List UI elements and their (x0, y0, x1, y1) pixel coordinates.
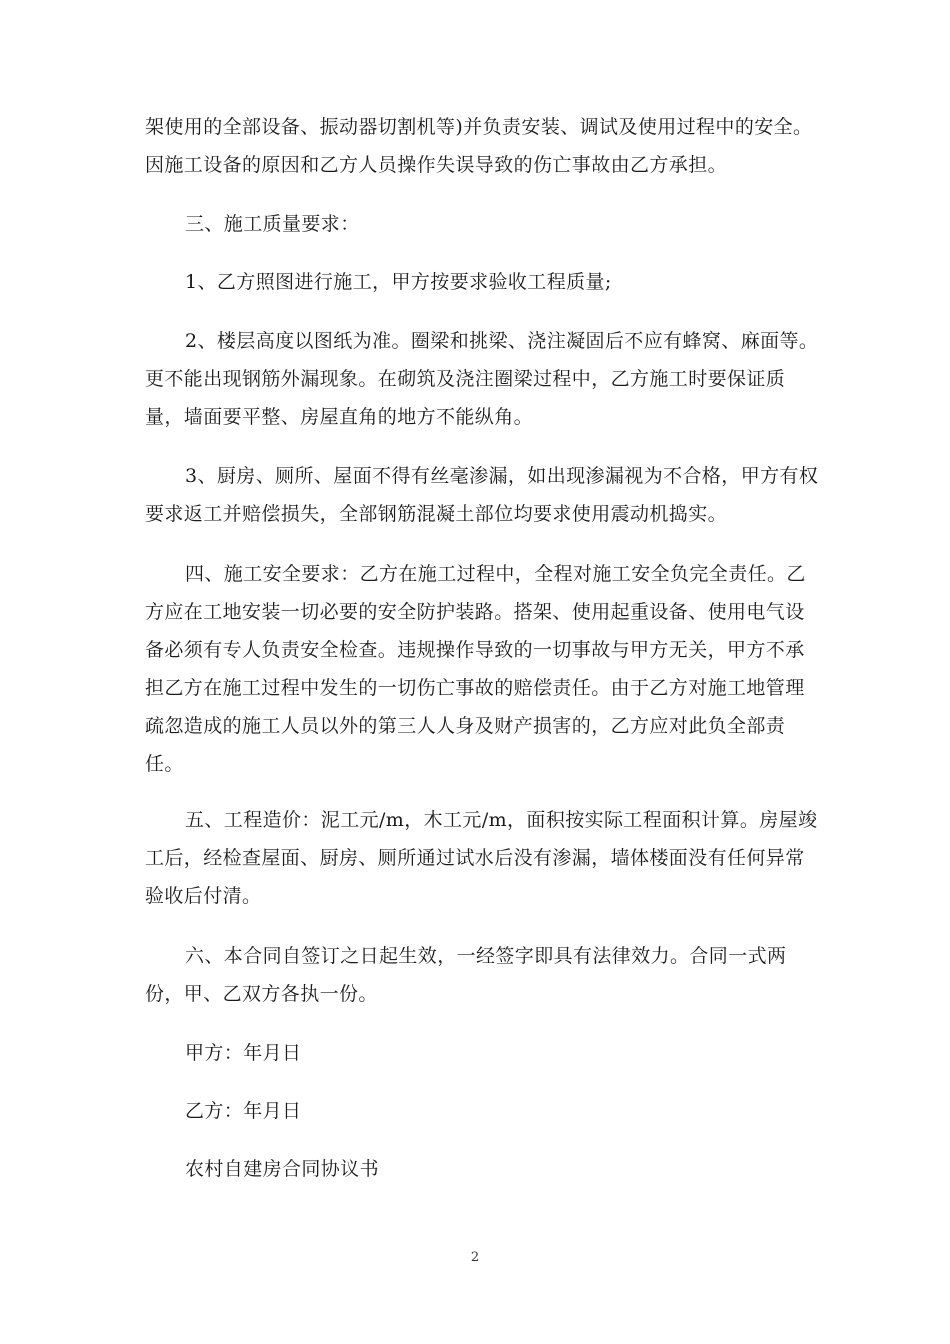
next-document-title (145, 1150, 815, 1188)
paragraph-line: 六、本合同自签订之日起生效，一经签字即具有法律效力。合同一式两 (185, 945, 787, 967)
paragraph-safety (145, 555, 815, 783)
paragraph-line: 农村自建房合同协议书 (185, 1158, 380, 1180)
paragraph-quality-2 (145, 322, 819, 436)
paragraph-line: 甲方：年月日 (185, 1042, 302, 1064)
paragraph-line: 份，甲、乙双方各执一份。 (145, 983, 378, 1005)
paragraph-line: 更不能出现钢筋外漏现象。在砌筑及浇注圈梁过程中，乙方施工时要保证质 (145, 368, 786, 390)
paragraph-cost (145, 801, 818, 915)
paragraph-line: 五、工程造价：泥工元/m，木工元/m，面积按实际工程面积计算。房屋竣 (185, 809, 818, 831)
paragraph-line: 备必须有专人负责安全检查。违规操作导致的一切事故与甲方无关，甲方不承 (145, 639, 805, 661)
paragraph-line: 3、厨房、厕所、屋面不得有丝毫渗漏，如出现渗漏视为不合格，甲方有权 (185, 465, 819, 487)
paragraph-line: 量，墙面要平整、房屋直角的地方不能纵角。 (145, 406, 534, 428)
paragraph-line: 任。 (145, 753, 184, 775)
paragraph-line: 疏忽造成的施工人员以外的第三人人身及财产损害的，乙方应对此负全部责 (145, 715, 786, 737)
section-heading-quality (145, 205, 815, 243)
paragraph-line: 要求返工并赔偿损失，全部钢筋混凝土部位均要求使用震动机捣实。 (145, 503, 728, 525)
signature-party-a (145, 1034, 815, 1072)
paragraph-quality-3 (145, 457, 819, 533)
paragraph-line: 工后，经检查屋面、厨房、厕所通过试水后没有渗漏，墙体楼面没有任何异常 (145, 847, 805, 869)
page-number: 2 (470, 1250, 480, 1265)
paragraph-line: 方应在工地安装一切必要的安全防护装路。搭架、使用起重设备、使用电气设 (145, 601, 805, 623)
paragraph-effective (145, 937, 815, 1013)
paragraph-line: 四、施工安全要求：乙方在施工过程中，全程对施工安全负完全责任。乙 (185, 563, 806, 585)
paragraph-line: 架使用的全部设备、振动器切割机等)并负责安装、调试及使用过程中的安全。 (145, 116, 813, 138)
paragraph-line: 1、乙方照图进行施工，甲方按要求验收工程质量; (185, 271, 612, 293)
paragraph-line: 乙方：年月日 (185, 1100, 302, 1122)
paragraph-equipment (145, 108, 815, 184)
paragraph-line: 担乙方在施工过程中发生的一切伤亡事故的赔偿责任。由于乙方对施工地管理 (145, 677, 805, 699)
paragraph-quality-1 (145, 263, 815, 301)
paragraph-line: 2、楼层高度以图纸为准。圈梁和挑梁、浇注凝固后不应有蜂窝、麻面等。 (185, 330, 819, 352)
paragraph-line: 因施工设备的原因和乙方人员操作失误导致的伤亡事故由乙方承担。 (145, 154, 728, 176)
signature-party-b (145, 1092, 815, 1130)
paragraph-line: 验收后付清。 (145, 885, 262, 907)
heading-line: 三、施工质量要求： (185, 213, 360, 235)
